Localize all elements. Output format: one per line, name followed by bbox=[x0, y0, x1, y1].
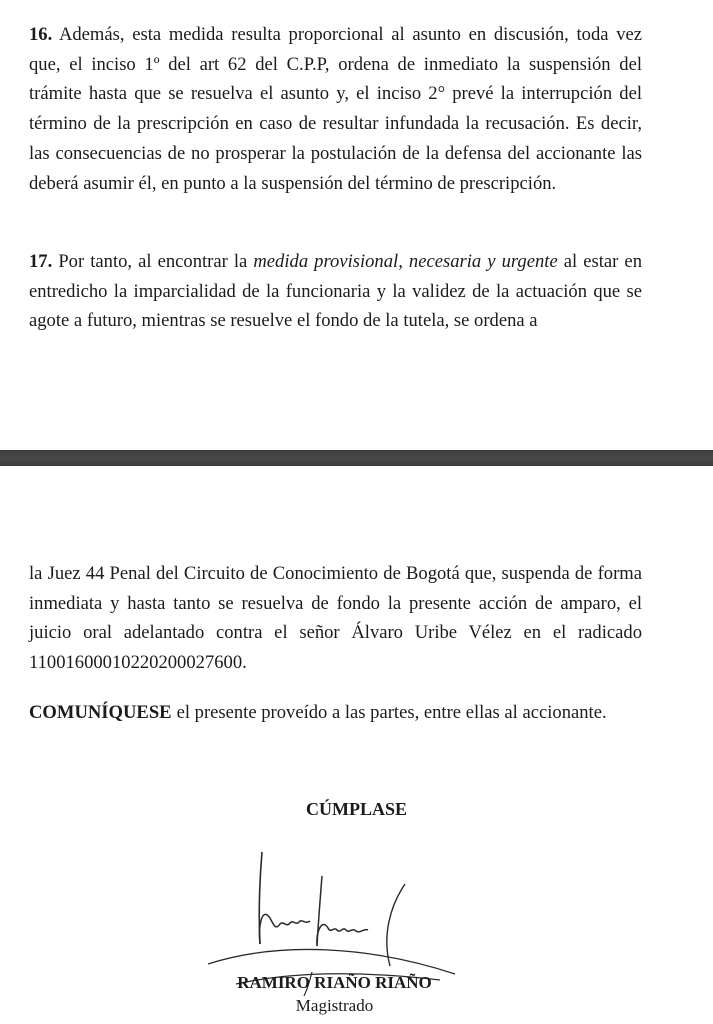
page-separator bbox=[0, 450, 713, 466]
emphasis-text: medida provisional, necesaria y urgente bbox=[253, 251, 558, 272]
paragraph-number: 17. bbox=[29, 251, 53, 272]
signer-title: Magistrado bbox=[295, 996, 374, 1015]
paragraph-text: Además, esta medida resulta proporcional al asunto en discusión, toda vez que, el inciso 1º del art 62 del C.P.P, ordena de inmediato la suspensión del trámite hasta que se resuelva el asunto y, el inciso 2° prevé la interrupción del término de la prescripción en caso de resultar infundada la recusación. Es decir, las consecuencias de no prosperar la postulación de la defensa del accionante las deberá asumir él, en punto a la suspensión del término de prescripción. bbox=[29, 24, 643, 194]
signer-name: RAMIRO RIAÑO RIAÑO bbox=[237, 973, 432, 992]
comuniquese-paragraph bbox=[29, 698, 642, 728]
comuniquese-heading: COMUNÍQUESE bbox=[29, 702, 172, 723]
paragraph-17 bbox=[29, 247, 642, 336]
paragraph-16 bbox=[29, 20, 642, 198]
paragraph-text: la Juez 44 Penal del Circuito de Conocimiento de Bogotá que, suspenda de forma inmediata y hasta tanto se resuelva de fondo la presente acción de amparo, el juicio oral adelantado contra el señor Álvaro Uribe Vélez en el radicado 11001600010220200027600. bbox=[29, 563, 642, 674]
paragraph-text: Por tanto, al encontrar la bbox=[58, 251, 248, 272]
cumplase-heading: CÚMPLASE bbox=[305, 799, 407, 819]
document-page-1 bbox=[0, 0, 713, 450]
paragraph-number: 16. bbox=[29, 24, 53, 45]
paragraph-17-continued bbox=[29, 559, 642, 678]
comuniquese-text: el presente proveído a las partes, entre ellas al accionante. bbox=[176, 702, 607, 723]
paragraph-text-continued: al estar en entredicho la imparcialidad de la funcionaria y la validez de la actuación que se agote a futuro, mientras se resuelve el fondo de la tutela, se ordena a bbox=[29, 251, 642, 332]
document-page-2 bbox=[0, 466, 713, 1024]
